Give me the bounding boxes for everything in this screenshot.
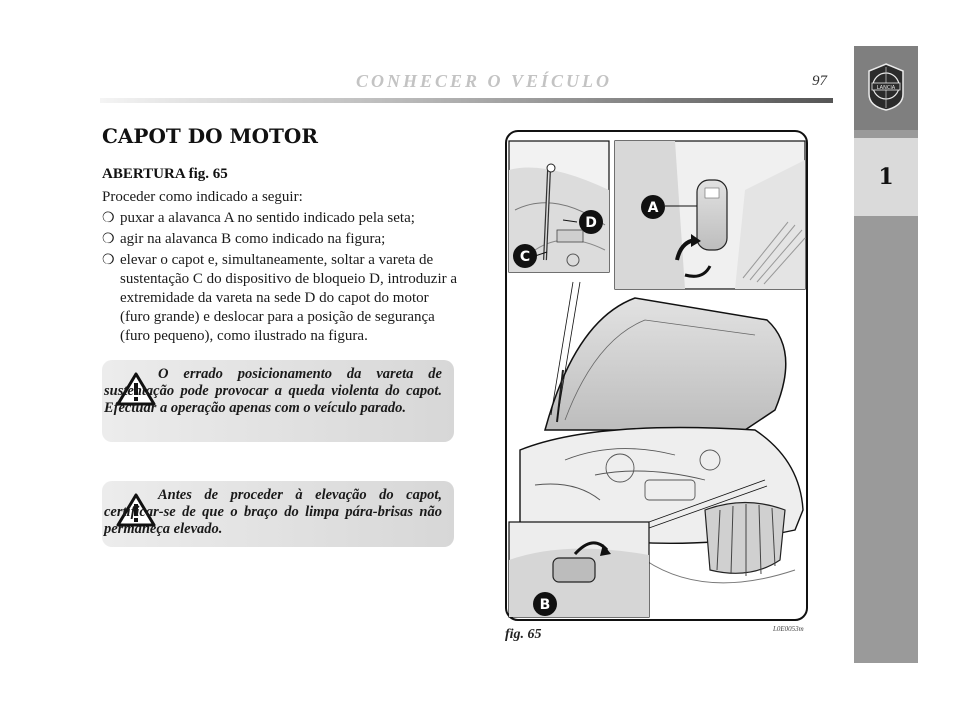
svg-text:LANCIA: LANCIA: [876, 85, 896, 91]
warning-box: [102, 360, 454, 442]
label-d: [579, 210, 603, 234]
svg-text:D: D: [585, 215, 597, 231]
svg-text:C: C: [519, 249, 531, 265]
svg-text:A: A: [647, 200, 659, 216]
running-header: CONHECER O VEÍCULO: [356, 71, 613, 91]
engine-hood-illustration: [505, 130, 808, 621]
list-item: [102, 209, 458, 228]
list-item: [102, 251, 458, 346]
step-text: agir na alavanca B como indicado na figura;: [120, 231, 386, 247]
chapter-number: 1: [854, 138, 918, 216]
label-b: [533, 592, 557, 616]
warning-box: [102, 481, 454, 547]
label-c: [513, 244, 537, 268]
chapter-sidebar: [854, 46, 918, 663]
subsection-title: ABERTURA fig. 65: [102, 166, 228, 182]
bullet-icon: ❍: [102, 211, 115, 226]
header-rule: [100, 98, 833, 103]
section-title: CAPOT DO MOTOR: [102, 124, 318, 148]
figure-code: L0E0053m: [773, 625, 804, 633]
list-item: [102, 230, 458, 249]
bullet-icon: ❍: [102, 253, 115, 268]
warning-text: Antes de proceder à elevação do capot, certificar-se de que o braço do limpa pára-brisas não permaneça elevado.: [104, 487, 442, 537]
lancia-logo-icon: [866, 62, 906, 112]
bullet-icon: ❍: [102, 232, 115, 247]
step-text: elevar o capot e, simultaneamente, soltar a vareta de sustentação C do dispositivo de bloqueio D, introduzir a extremidade da vareta na sede D do capot do motor (furo grande) e deslocar para a posição de segurança (furo pequeno), como ilustrado na figura.: [120, 252, 458, 344]
page-number: 97: [812, 73, 827, 89]
step-text: puxar a alavanca A no sentido indicado pela seta;: [120, 210, 415, 226]
intro-text: Proceder como indicado a seguir:: [102, 189, 303, 205]
svg-text:B: B: [539, 597, 551, 613]
step-list: [102, 209, 458, 348]
warning-text: O errado posicionamento da vareta de sustentação pode provocar a queda violenta do capot. Efectuar a operação apenas com o veículo parado.: [104, 366, 442, 416]
label-a: [641, 195, 665, 219]
logo-panel: [854, 46, 918, 130]
figure-caption: fig. 65: [505, 627, 542, 642]
